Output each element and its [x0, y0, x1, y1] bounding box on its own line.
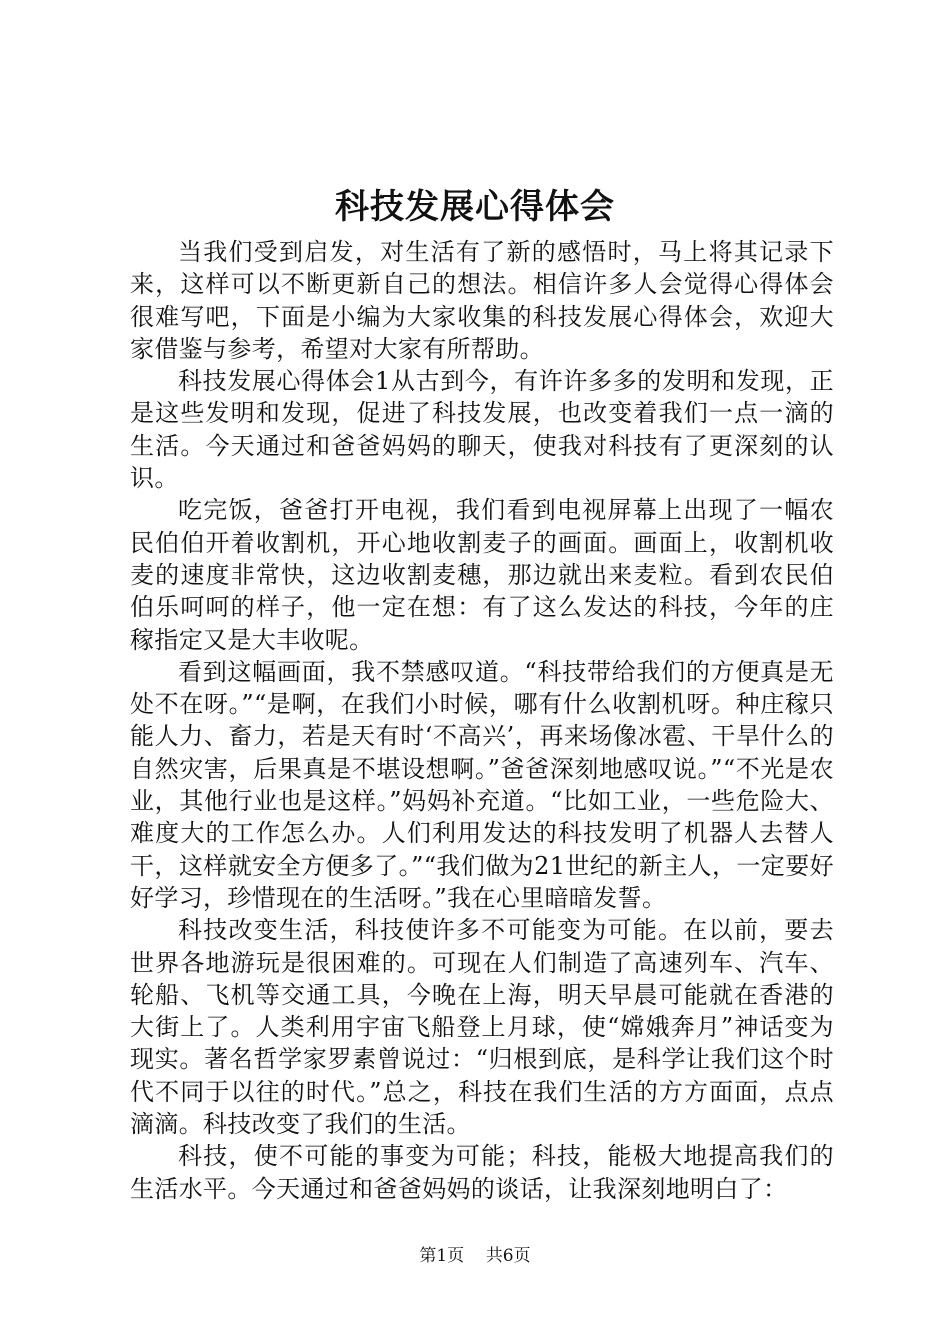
paragraph-intro: 当我们受到启发，对生活有了新的感悟时，马上将其记录下来，这样可以不断更新自己的想法。相信许多人会觉得心得体会很难写吧，下面是小编为大家收集的科技发展心得体会，欢迎大家借鉴与参考，希望对大家有所帮助。 — [130, 238, 834, 363]
page-number: 第1页 — [419, 1246, 465, 1266]
page-total: 共6页 — [485, 1246, 531, 1266]
paragraph-2: 吃完饭，爸爸打开电视，我们看到电视屏幕上出现了一幅农民伯伯开着收割机，开心地收割麦子的画面。画面上，收割机收麦的速度非常快，这边收割麦穗，那边就出来麦粒。看到农民伯伯乐呵呵的样子，他一定在想：有了这么发达的科技，今年的庄稼指定又是大丰收呢。 — [130, 496, 834, 654]
page-spacer — [470, 1246, 481, 1266]
page-title: 科技发展心得体会 — [335, 187, 615, 227]
page-footer — [0, 1244, 950, 1268]
paragraph-4: 科技改变生活，科技使许多不可能变为可能。在以前，要去世界各地游玩是很困难的。可现在人们制造了高速列车、汽车、轮船、飞机等交通工具，今晚在上海，明天早晨可能就在香港的大街上了。人类利用宇宙飞船登上月球，使“嫦娥奔月”神话变为现实。著名哲学家罗素曾说过：“归根到底，是科学让我们这个时代不同于以往的时代。”总之，科技在我们生活的方方面面，点点滴滴。科技改变了我们的生活。 — [130, 916, 834, 1139]
paragraph-1: 科技发展心得体会1从古到今，有许许多多的发明和发现，正是这些发明和发现，促进了科技发展，也改变着我们一点一滴的生活。今天通过和爸爸妈妈的聊天，使我对科技有了更深刻的认识。 — [130, 367, 834, 493]
paragraph-5: 科技，使不可能的事变为可能；科技，能极大地提高我们的生活水平。今天通过和爸爸妈妈的谈话，让我深刻地明白了： — [130, 1142, 834, 1203]
paragraph-3: 看到这幅画面，我不禁感叹道。“科技带给我们的方便真是无处不在呀。”“是啊，在我们小时候，哪有什么收割机呀。种庄稼只能人力、畜力，若是天有时‘不高兴’，再来场像冰雹、干旱什么的自然灾害，后果真是不堪设想啊。”爸爸深刻地感叹说。”“不光是农业，其他行业也是这样。”妈妈补充道。“比如工业，一些危险大、难度大的工作怎么办。人们利用发达的科技发明了机器人去替人干，这样就安全方便多了。”“我们做为21世纪的新主人，一定要好好学习，珍惜现在的生活呀。”我在心里暗暗发誓。 — [130, 657, 834, 912]
document-body — [130, 236, 834, 1205]
